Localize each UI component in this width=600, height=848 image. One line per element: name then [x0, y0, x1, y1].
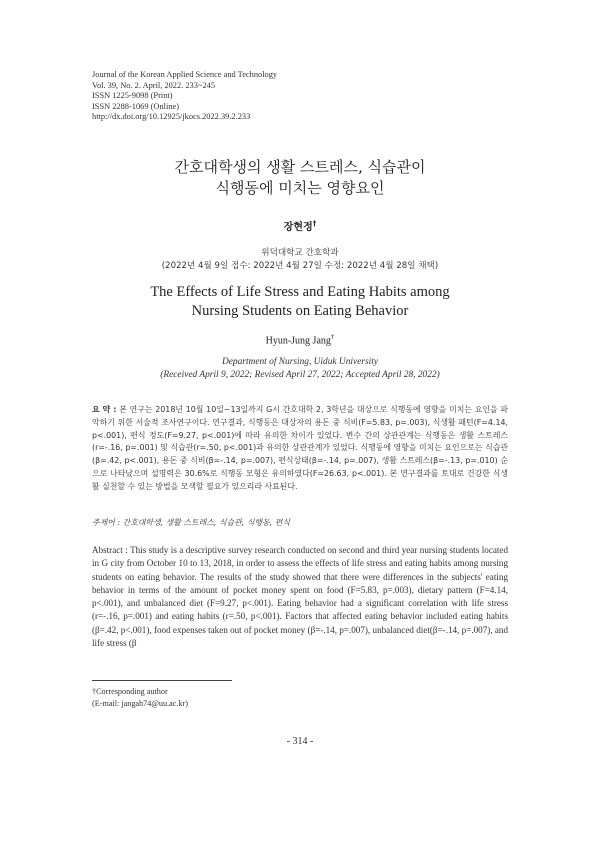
korean-abstract-text: 본 연구는 2018년 10월 10일~13일까지 G시 간호대학 2, 3학년을 대상으로 식행동에 영향을 미치는 요인을 파악하기 위한 서술적 조사연구이다. 연구결과, 식행동은 대상자의 용돈 중 식비(F=5.83, p=.003), 식생활 패턴(F=4.14, p<.001), 편식 정도(F=9.27, p<.001)에 따라 유의한 차이가 있었다. 변수 간의 상관관계는 식행동은 생활 스트레스(r=-.16, p=.001) 및 식습관(r=.50, p<.001)과 유의한 상관관계가 있었다. 식행동에 영향을 미치는 요인으로는 식습관(β=.42, p<.001), 용돈 중 식비(β=-.14, p=.007), 편식상태(β=-.14, p=.007), 생활 스트레스(β=-.13, p=.010) 순으로 나타났으며 설명력은 30.6%로 식행동 모형은 유의하였다(F=26.63, p<.001). 본 연구결과를 토대로 건강한 식생활 실천할 수 있는 방법을 모색할 필요가 있으리라 사료된다.	[92, 405, 508, 491]
english-abstract-text: This study is a descriptive survey research conducted on second and third year nursing students located in G city from October 10 to 13, 2018, in order to assess the effects of life stress and eating habits among nursing students on eating behavior. The results of the study showed that there were differences in the subjects' eating behavior in terms of the amount of pocket money spent on food (F=5.83, p=.003), dietary pattern (F=4.14, p<.001), and unbalanced diet (F=9.27, p<.001). Eating behavior had a significant correlation with life stress (r=-.16, p=.001) and eating habits (r=.50, p<.001). Factors that affected eating behavior included eating habits (β=.42, p<.001), food expenses taken out of pocket money (β=-.14, p=.007), unbalanced diet(β=-.14, p=.007), and life stress (β	[92, 545, 509, 649]
korean-author-mark: †	[312, 219, 317, 228]
footnote-corresponding: †Corresponding author	[92, 687, 168, 696]
english-author-mark: †	[330, 333, 335, 341]
english-affiliation-block	[0, 356, 600, 382]
english-abstract-label: Abstract :	[92, 545, 128, 555]
english-dates: (Received April 9, 2022; Revised April 27, 2022; Accepted April 28, 2022)	[160, 370, 440, 380]
korean-title	[0, 157, 600, 199]
korean-title-line-1: 간호대학생의 생활 스트레스, 식습관이	[174, 158, 426, 176]
korean-author-name: 장현정	[283, 222, 313, 233]
korean-author	[0, 218, 600, 233]
korean-affiliation: 위덕대학교 간호학과	[261, 248, 339, 258]
journal-name: Journal of the Korean Applied Science and Technology	[92, 70, 278, 79]
journal-issn-online: ISSN 2288-1069 (Online)	[92, 101, 180, 111]
korean-keywords: 주제어 : 간호대학생, 생활 스트레스, 식습관, 식행동, 편식	[92, 518, 290, 527]
footnote-divider	[92, 680, 232, 681]
english-author-name: Hyun-Jung Jang	[265, 335, 331, 347]
korean-title-line-2: 식행동에 미치는 영향요인	[215, 179, 385, 197]
journal-doi-link[interactable]: http://dx.doi.org/10.12925/jkocs.2022.39.2.233	[92, 112, 251, 121]
english-title-line-1: The Effects of Life Stress and Eating Habits among	[150, 284, 450, 300]
page-number: - 314 -	[286, 736, 314, 747]
footnote-email: (E-mail: jangah74@uu.ac.kr)	[92, 699, 188, 708]
korean-affiliation-block	[0, 247, 600, 273]
journal-info	[92, 70, 512, 123]
footnote	[92, 686, 392, 710]
english-title	[0, 283, 600, 321]
korean-dates: (2022년 4월 9일 접수: 2022년 4월 27일 수정: 2022년 4월 28일 채택)	[161, 261, 439, 271]
journal-issn-print: ISSN 1225-9098 (Print)	[92, 91, 173, 100]
english-affiliation: Department of Nursing, Uiduk University	[222, 357, 378, 367]
english-author	[0, 333, 600, 346]
english-title-line-2: Nursing Students on Eating Behavior	[191, 303, 409, 319]
journal-volume: Vol. 39, No. 2. April, 2022. 233~245	[92, 80, 216, 90]
korean-abstract-label: 요 약 :	[92, 405, 117, 414]
korean-abstract	[92, 404, 508, 494]
english-abstract	[92, 544, 508, 650]
